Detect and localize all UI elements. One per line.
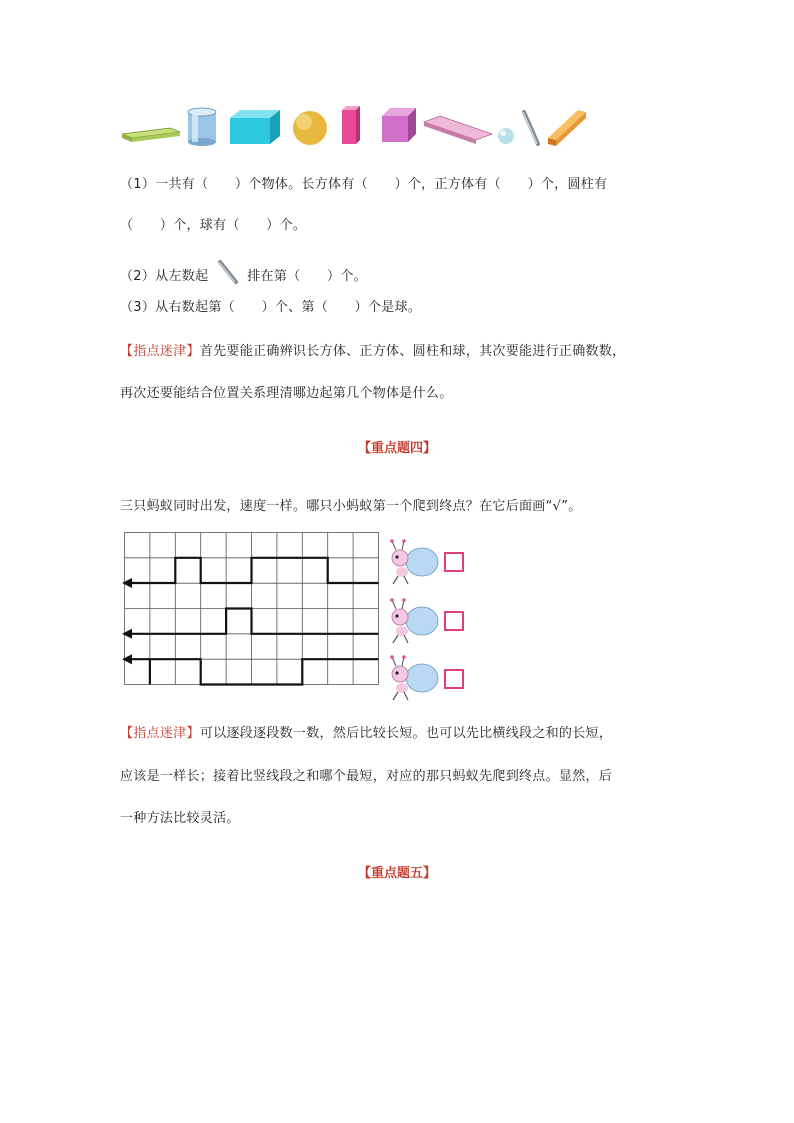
q4-tip-line3: 一种方法比较灵活。 — [120, 811, 240, 826]
cylinder-object — [188, 108, 216, 146]
path-2 — [130, 609, 379, 634]
q4-tip-line2: 应该是一样长；接着比竖线段之和哪个最短，对应的那只蚂蚁先爬到终点。显然，后 — [120, 769, 613, 784]
tip-label: 【指点迷津】 — [120, 344, 200, 359]
answer-box-1[interactable] — [444, 552, 464, 572]
q4-tip-paragraph-1 — [120, 722, 612, 741]
arrow-1 — [122, 578, 132, 588]
ant-path-grid — [120, 528, 382, 690]
flat-plate-object — [424, 116, 492, 144]
objects-row — [120, 104, 590, 150]
long-cuboid-object — [548, 110, 586, 146]
path-3 — [150, 659, 379, 684]
ant-3 — [384, 654, 440, 704]
stick-icon — [214, 260, 242, 286]
answer-box-2[interactable] — [444, 611, 464, 631]
arrow-3 — [122, 654, 132, 664]
q4-tip-label: 【指点迷津】 — [120, 726, 200, 741]
q1-line1: （1）一共有（ ）个物体。长方体有（ ）个，正方体有（ ）个，圆柱有 — [120, 177, 608, 192]
cuboid-object — [230, 110, 280, 144]
ant-2 — [384, 597, 440, 647]
section-heading-5: 【重点题五】 — [357, 866, 436, 881]
q2-prefix: （2）从左数起 — [120, 269, 209, 284]
path-1 — [130, 558, 379, 583]
answer-box-3[interactable] — [444, 669, 464, 689]
arrow-2 — [122, 629, 132, 639]
cube-object — [382, 108, 416, 142]
tip-paragraph-1 — [120, 340, 625, 359]
q2-line — [120, 260, 367, 286]
section-heading-4: 【重点题四】 — [357, 441, 436, 456]
tall-cuboid-object — [342, 106, 360, 144]
q2-suffix: 排在第（ ）个。 — [247, 269, 367, 284]
sphere-object — [293, 111, 327, 145]
tip-text: 首先要能正确辨识长方体、正方体、圆柱和球，其次要能进行正确数数， — [199, 344, 626, 359]
ant-1 — [384, 538, 440, 588]
small-ball-object — [498, 128, 514, 144]
stick-object — [523, 112, 538, 144]
q4-tip-text: 可以逐段逐段数一数，然后比较长短。也可以先比横线段之和的长短， — [199, 726, 613, 741]
q4-question: 三只蚂蚁同时出发，速度一样。哪只小蚂蚁第一个爬到终点？在它后面画“√”。 — [120, 499, 582, 514]
q1-line2: （ ）个，球有（ ）个。 — [120, 218, 307, 233]
q3-line: （3）从右数起第（ ）个、第（ ）个是球。 — [120, 300, 422, 315]
flat-bar-object — [122, 128, 180, 142]
tip-line2: 再次还要能结合位置关系理清哪边起第几个物体是什么。 — [120, 386, 453, 401]
